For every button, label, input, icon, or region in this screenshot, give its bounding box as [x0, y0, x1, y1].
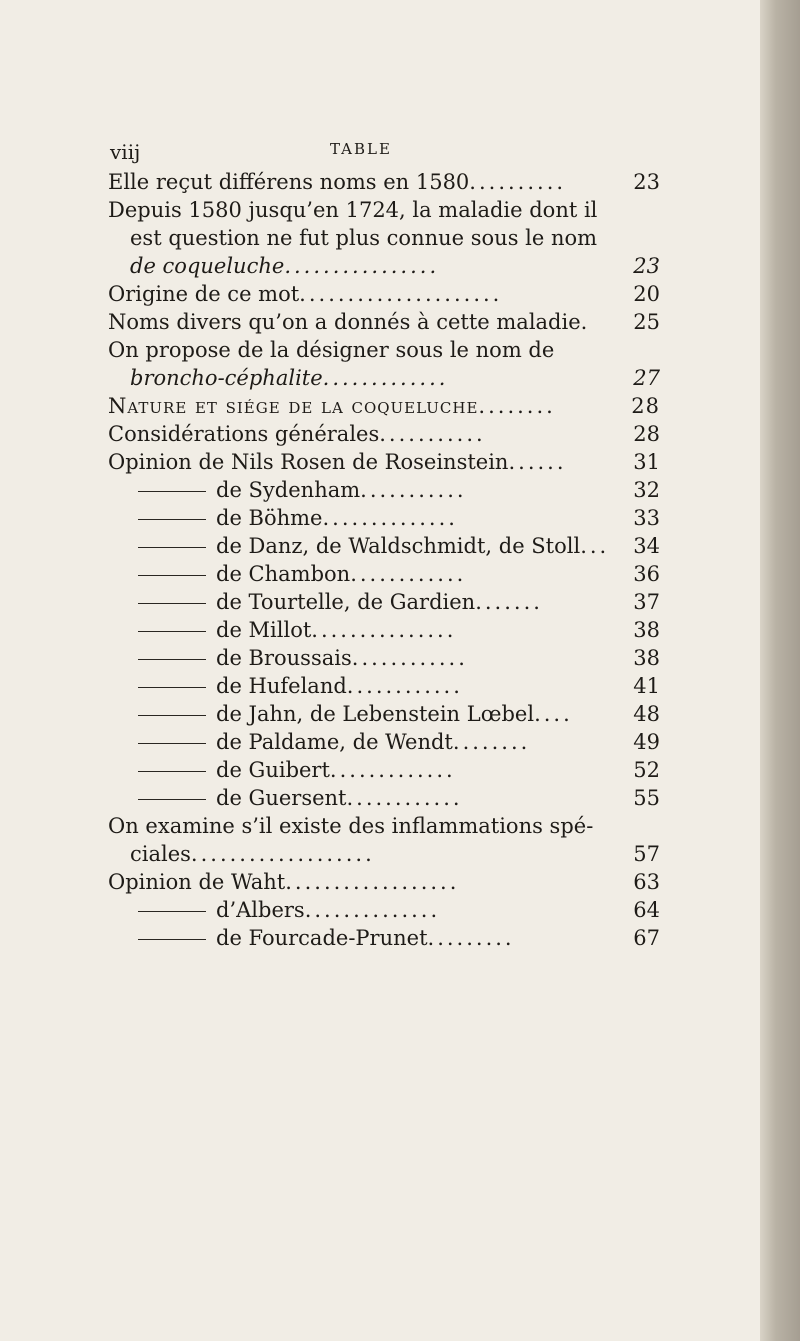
page-number: 27	[633, 366, 660, 390]
toc-entry: ciales................... 57	[130, 842, 660, 866]
toc-entry: de Guibert............. 52	[108, 756, 660, 784]
toc-entry: de Jahn, de Lebenstein Lœbel.... 48	[108, 700, 660, 728]
ditto-dash	[138, 799, 206, 800]
page-number: 48	[633, 702, 660, 726]
toc-entry: Opinion de Nils Rosen de Roseinstein...... 31	[108, 450, 660, 474]
page-number: 52	[633, 758, 660, 782]
ditto-dash	[138, 743, 206, 744]
page-number: 28	[633, 422, 660, 446]
toc-entry: broncho-céphalite............. 27	[130, 366, 660, 390]
toc-entry: On examine s’il existe des inflammations spé-	[108, 814, 594, 838]
running-title: TABLE	[330, 140, 392, 158]
toc-entry: de Danz, de Waldschmidt, de Stoll... 34	[108, 532, 660, 560]
toc-entry: de Fourcade-Prunet......... 67	[108, 924, 660, 952]
page-number: 57	[633, 842, 660, 866]
ditto-dash	[138, 771, 206, 772]
page-number: 20	[633, 282, 660, 306]
toc-entry: de Böhme.............. 33	[108, 504, 660, 532]
ditto-dash	[138, 631, 206, 632]
toc-entry: de Tourtelle, de Gardien....... 37	[108, 588, 660, 616]
toc-entry: de coqueluche................ 23	[130, 254, 660, 278]
page-number: 41	[633, 674, 660, 698]
toc-entry: est question ne fut plus connue sous le nom	[130, 226, 598, 250]
page-edge	[760, 0, 800, 1341]
page-number: 34	[633, 534, 660, 558]
ditto-dash	[138, 659, 206, 660]
ditto-dash	[138, 547, 206, 548]
toc-entry: Depuis 1580 jusqu’en 1724, la maladie dont il	[108, 198, 598, 222]
toc-entry: d’Albers.............. 64	[108, 896, 660, 924]
page-number: 38	[633, 646, 660, 670]
ditto-dash	[138, 519, 206, 520]
toc-entry: de Hufeland............ 41	[108, 672, 660, 700]
ditto-dash	[138, 939, 206, 940]
folio: viij	[110, 140, 141, 164]
page-number: 31	[633, 450, 660, 474]
toc-entry: de Sydenham........... 32	[108, 476, 660, 504]
ditto-dash	[138, 687, 206, 688]
ditto-dash	[138, 715, 206, 716]
page-number: 33	[633, 506, 660, 530]
toc-entry: de Broussais............ 38	[108, 644, 660, 672]
toc-entry: Noms divers qu’on a donnés à cette maladie. 25	[108, 310, 660, 334]
ditto-dash	[138, 491, 206, 492]
toc-entry: de Chambon............ 36	[108, 560, 660, 588]
toc-entry: de Paldame, de Wendt........ 49	[108, 728, 660, 756]
page-number: 37	[633, 590, 660, 614]
page-number: 64	[633, 898, 660, 922]
table-of-contents	[108, 168, 660, 952]
page-number: 23	[633, 170, 660, 194]
page-number: 28	[631, 394, 660, 418]
page-number: 36	[633, 562, 660, 586]
toc-entry: Elle reçut différens noms en 1580.......... 23	[108, 170, 660, 194]
toc-section-heading: Nature et siége de la coqueluche........ 28	[108, 394, 660, 418]
page-number: 55	[633, 786, 660, 810]
ditto-dash	[138, 575, 206, 576]
ditto-dash	[138, 603, 206, 604]
toc-entry: Considérations générales........... 28	[108, 422, 660, 446]
page-header	[110, 140, 660, 170]
page-number: 23	[633, 254, 660, 278]
toc-entry: Opinion de Waht.................. 63	[108, 870, 660, 894]
toc-entry: de Millot............... 38	[108, 616, 660, 644]
toc-entry: On propose de la désigner sous le nom de	[108, 338, 555, 362]
ditto-dash	[138, 911, 206, 912]
page-number: 49	[633, 730, 660, 754]
page-number: 67	[633, 926, 660, 950]
page-number: 32	[633, 478, 660, 502]
toc-entry: Origine de ce mot..................... 20	[108, 282, 660, 306]
toc-entry: de Guersent............ 55	[108, 784, 660, 812]
page-number: 25	[633, 310, 660, 334]
page-number: 63	[633, 870, 660, 894]
page-number: 38	[633, 618, 660, 642]
